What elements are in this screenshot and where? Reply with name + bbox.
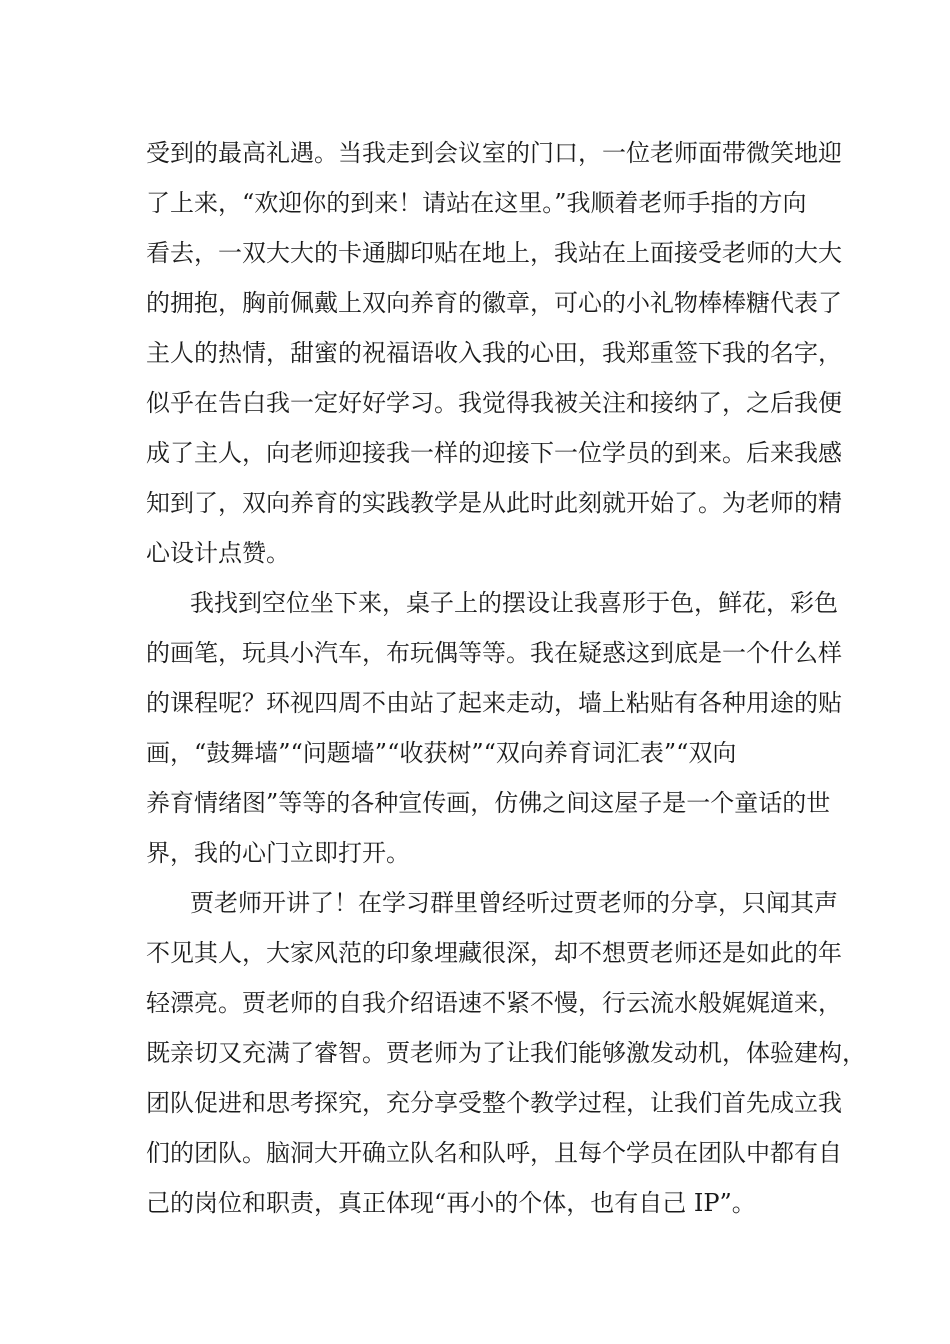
text-line: 似乎在告白我一定好好学习。我觉得我被关注和接纳了，之后我便: [146, 389, 842, 417]
text-line: 我找到空位坐下来，桌子上的摆设让我喜形于色，鲜花，彩色: [190, 589, 838, 617]
text-line: 贾老师开讲了！在学习群里曾经听过贾老师的分享，只闻其声: [190, 889, 838, 917]
text-line: 画，“鼓舞墙”“问题墙”“收获树”“双向养育词汇表”“双向: [146, 739, 737, 767]
text-line: 成了主人，向老师迎接我一样的迎接下一位学员的到来。后来我感: [146, 439, 842, 467]
text-line: 的拥抱，胸前佩戴上双向养育的徽章，可心的小礼物棒棒糖代表了: [146, 289, 842, 317]
text-line: 受到的最高礼遇。当我走到会议室的门口，一位老师面带微笑地迎: [146, 139, 842, 167]
text-line: 养育情绪图”等等的各种宣传画，仿佛之间这屋子是一个童话的世: [146, 789, 831, 817]
text-line: 界，我的心门立即打开。: [146, 839, 410, 867]
text-line: 己的岗位和职责，真正体现“再小的个体，也有自己 IP”。: [146, 1189, 756, 1217]
text-line: 的画笔，玩具小汽车，布玩偶等等。我在疑惑这到底是一个什么样: [146, 639, 842, 667]
text-line: 轻漂亮。贾老师的自我介绍语速不紧不慢，行云流水般娓娓道来，: [146, 989, 842, 1017]
text-line: 主人的热情，甜蜜的祝福语收入我的心田，我郑重签下我的名字，: [146, 339, 842, 367]
text-line: 不见其人，大家风范的印象埋藏很深，却不想贾老师还是如此的年: [146, 939, 842, 967]
text-line: 心设计点赞。: [146, 539, 290, 567]
text-line: 团队促进和思考探究，充分享受整个教学过程，让我们首先成立我: [146, 1089, 842, 1117]
text-line: 了上来，“欢迎你的到来！请站在这里。”我顺着老师手指的方向: [146, 189, 807, 217]
text-line: 看去，一双大大的卡通脚印贴在地上，我站在上面接受老师的大大: [146, 239, 842, 267]
text-line: 们的团队。脑洞大开确立队名和队呼，且每个学员在团队中都有自: [146, 1139, 842, 1167]
text-line: 既亲切又充满了睿智。贾老师为了让我们能够激发动机，体验建构，: [146, 1039, 866, 1067]
text-line: 知到了，双向养育的实践教学是从此时此刻就开始了。为老师的精: [146, 489, 842, 517]
text-line: 的课程呢？环视四周不由站了起来走动，墙上粘贴有各种用途的贴: [146, 689, 842, 717]
